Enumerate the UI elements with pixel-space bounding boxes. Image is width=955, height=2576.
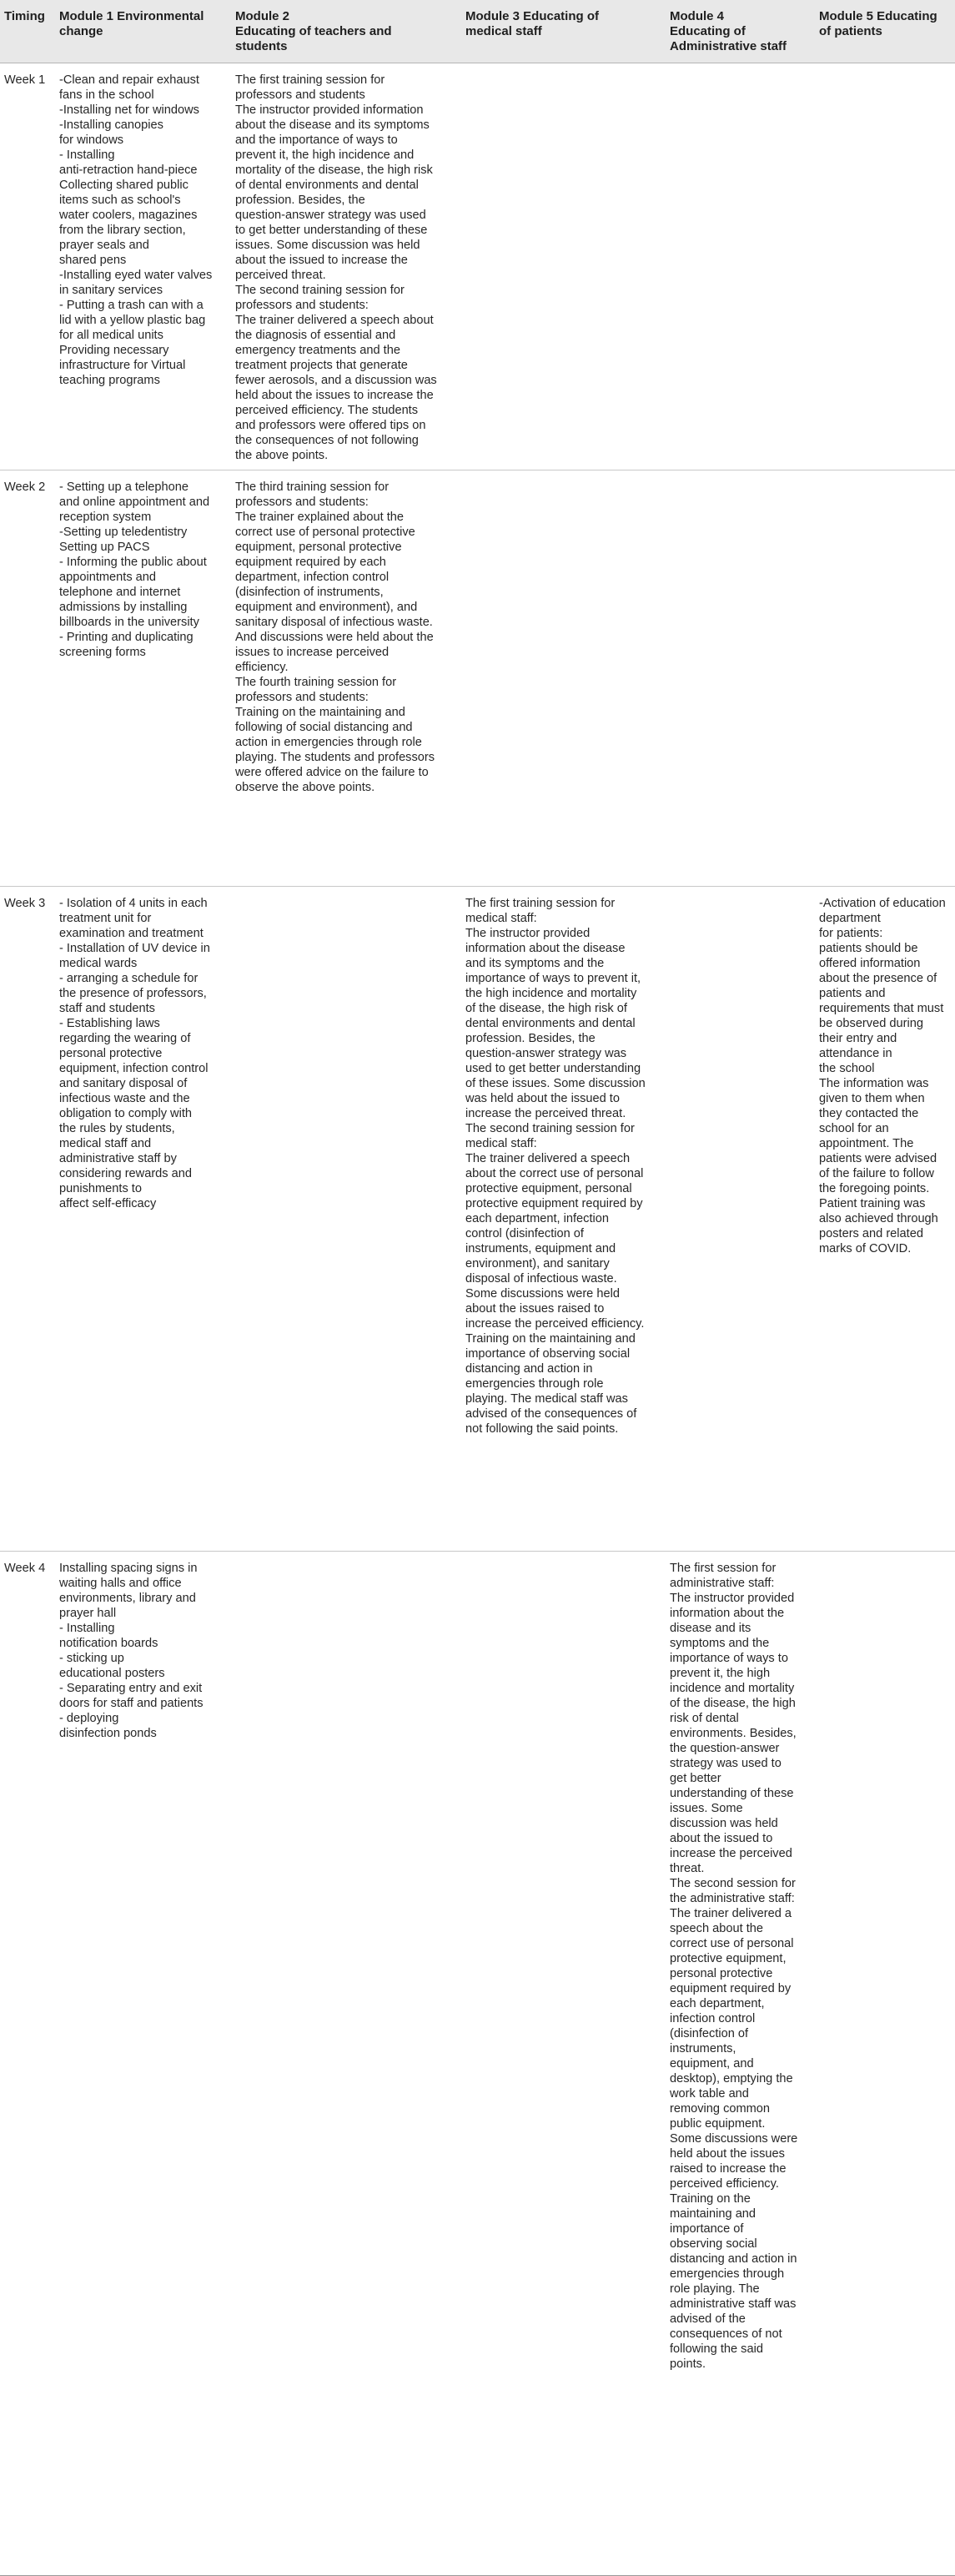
- cell-text-line: the school: [819, 1062, 875, 1075]
- header-module-3: [461, 0, 666, 63]
- cell-text-line: observe the above points.: [235, 781, 375, 794]
- cell-text-line: - deploying: [59, 1712, 119, 1725]
- cell-text-line: personal protective: [670, 1967, 773, 1980]
- cell-text-line: treatment projects that generate: [235, 359, 408, 372]
- cell-text-line: from the library section,: [59, 224, 186, 237]
- cell-text-line: the consequences of not following: [235, 434, 419, 447]
- cell-text-line: patients should be: [819, 942, 918, 955]
- cell-text-line: dental environments and dental: [465, 1017, 636, 1030]
- cell-text-line: of patients: [819, 24, 882, 38]
- table-body: [0, 63, 955, 2576]
- cell-text-line: professors and students: [235, 88, 365, 102]
- cell-text-line: Administrative staff: [670, 39, 787, 53]
- cell-text-line: The first training session for: [465, 897, 616, 910]
- cell-text-line: The first session for: [670, 1562, 777, 1575]
- module-3-cell: [461, 470, 666, 887]
- cell-text-line: regarding the wearing of: [59, 1032, 191, 1045]
- cell-text-line: appointment. The: [819, 1137, 914, 1150]
- cell-text-line: efficiency.: [235, 661, 289, 674]
- cell-text-line: equipment, infection control: [59, 1062, 209, 1075]
- cell-text-line: water coolers, magazines: [59, 209, 198, 222]
- cell-text-line: - Informing the public about: [59, 556, 207, 569]
- cell-text-line: students: [235, 39, 288, 53]
- cell-text-line: emergencies through: [670, 2267, 785, 2281]
- header-module-4: [666, 0, 815, 63]
- cell-text-line: following the said: [670, 2342, 763, 2356]
- cell-text-line: the diagnosis of essential and: [235, 329, 396, 342]
- cell-text-line: the rules by students,: [59, 1122, 175, 1135]
- cell-text-line: advised of the consequences of: [465, 1407, 637, 1421]
- timing-cell: Week 3: [0, 887, 55, 1552]
- cell-text-line: - Printing and duplicating: [59, 631, 194, 644]
- cell-text-line: information about the disease: [465, 942, 626, 955]
- cell-text-line: school for an: [819, 1122, 889, 1135]
- cell-text-line: Module 2: [235, 9, 290, 23]
- cell-text-line: held about the issues to increase the: [235, 389, 434, 402]
- cell-text-line: equipment and environment), and: [235, 601, 418, 614]
- cell-text-line: Providing necessary: [59, 344, 169, 357]
- cell-text-line: of the disease, the high risk of: [465, 1002, 627, 1015]
- cell-text-line: - Setting up a telephone: [59, 480, 188, 494]
- cell-text-line: The trainer delivered a: [670, 1907, 792, 1920]
- cell-text-line: medical staff:: [465, 1137, 537, 1150]
- cell-text-line: Module 1 Environmental: [59, 9, 204, 23]
- cell-text-line: to get better understanding of these: [235, 224, 428, 237]
- cell-text-line: And discussions were held about the: [235, 631, 434, 644]
- cell-text-line: protective equipment, personal: [465, 1182, 632, 1195]
- cell-text-line: public equipment.: [670, 2117, 766, 2131]
- cell-text-line: - Separating entry and exit: [59, 1682, 203, 1695]
- cell-text-line: The second training session for: [235, 284, 405, 297]
- cell-text-line: prayer seals and: [59, 239, 149, 252]
- cell-text-line: playing. The students and professors: [235, 751, 435, 764]
- cell-text-line: about the issues raised to: [465, 1302, 605, 1316]
- cell-text-line: importance of: [670, 2222, 744, 2236]
- cell-text-line: the administrative staff:: [670, 1892, 795, 1905]
- cell-text-line: question-answer strategy was: [465, 1047, 627, 1060]
- cell-text-line: environments. Besides,: [670, 1727, 797, 1740]
- cell-text-line: perceived efficiency. The students: [235, 404, 419, 417]
- cell-text-line: each department,: [670, 1997, 765, 2010]
- table-row-week-1: [0, 63, 955, 470]
- cell-text-line: incidence and mortality: [670, 1682, 795, 1695]
- module-3-cell: [461, 887, 666, 1552]
- cell-text-line: attendance in: [819, 1047, 892, 1060]
- cell-text-line: -Installing canopies: [59, 118, 163, 132]
- cell-text-line: personal protective: [59, 1047, 163, 1060]
- cell-text-line: the high incidence and mortality: [465, 987, 637, 1000]
- cell-text-line: professors and students:: [235, 299, 369, 312]
- cell-text-line: following of social distancing and: [235, 721, 413, 734]
- cell-text-line: patients were advised: [819, 1152, 937, 1165]
- cell-text-line: Timing: [4, 9, 45, 23]
- cell-text-line: - arranging a schedule for: [59, 972, 199, 985]
- cell-text-line: - Installing: [59, 148, 115, 162]
- timing-cell: Week 2: [0, 470, 55, 887]
- cell-text-line: telephone and internet: [59, 586, 181, 599]
- cell-text-line: environments, library and: [59, 1592, 196, 1605]
- cell-text-line: equipment, personal protective: [235, 541, 402, 554]
- cell-text-line: consequences of not: [670, 2327, 782, 2341]
- cell-text-line: The second training session for: [465, 1122, 635, 1135]
- cell-text-line: speech about the: [670, 1922, 763, 1935]
- cell-text-line: of dental environments and dental: [235, 179, 419, 192]
- cell-text-line: - Establishing laws: [59, 1017, 160, 1030]
- cell-text-line: profession. Besides, the: [235, 194, 365, 207]
- cell-text-line: importance of ways to prevent it,: [465, 972, 641, 985]
- cell-text-line: Some discussions were held: [465, 1287, 620, 1301]
- cell-text-line: action in emergencies through role: [235, 736, 422, 749]
- cell-text-line: Patient training was: [819, 1197, 926, 1210]
- cell-text-line: Training on the maintaining and: [235, 706, 405, 719]
- cell-text-line: question-answer strategy was used: [235, 209, 426, 222]
- cell-text-line: waiting halls and office: [59, 1577, 182, 1590]
- cell-text-line: The fourth training session for: [235, 676, 397, 689]
- module-5-cell: [815, 470, 955, 887]
- cell-text-line: for windows: [59, 133, 124, 147]
- module-1-cell: [55, 470, 231, 887]
- cell-text-line: and the importance of ways to: [235, 133, 398, 147]
- header-module-1: [55, 0, 231, 63]
- cell-text-line: Collecting shared public: [59, 179, 188, 192]
- cell-text-line: appointments and: [59, 571, 157, 584]
- cell-text-line: control (disinfection of: [465, 1227, 584, 1240]
- cell-text-line: disinfection ponds: [59, 1727, 157, 1740]
- module-3-cell: [461, 63, 666, 470]
- cell-text-line: infection control: [670, 2012, 756, 2025]
- cell-text-line: the question-answer: [670, 1742, 780, 1755]
- cell-text-line: points.: [670, 2357, 706, 2371]
- cell-text-line: posters and related: [819, 1227, 923, 1240]
- cell-text-line: The instructor provided: [465, 927, 591, 940]
- cell-text-line: - Installation of UV device in: [59, 942, 210, 955]
- cell-text-line: The first training session for: [235, 73, 385, 87]
- cell-text-line: fewer aerosols, and a discussion was: [235, 374, 437, 387]
- cell-text-line: strategy was used to: [670, 1757, 782, 1770]
- cell-text-line: protective equipment,: [670, 1952, 787, 1965]
- cell-text-line: importance of observing social: [465, 1347, 631, 1361]
- cell-text-line: understanding of these: [670, 1787, 794, 1800]
- cell-text-line: medical staff and: [59, 1137, 152, 1150]
- cell-text-line: professors and students:: [235, 496, 369, 509]
- cell-text-line: the above points.: [235, 449, 329, 462]
- cell-text-line: about the correct use of personal: [465, 1167, 644, 1180]
- timing-cell: Week 1: [0, 63, 55, 470]
- cell-text-line: disposal of infectious waste.: [465, 1272, 617, 1285]
- module-2-cell: [231, 1552, 461, 2576]
- cell-text-line: screening forms: [59, 646, 146, 659]
- module-4-cell: [666, 470, 815, 887]
- cell-text-line: threat.: [670, 1862, 705, 1875]
- cell-text-line: notification boards: [59, 1637, 158, 1650]
- cell-text-line: perceived threat.: [235, 269, 326, 282]
- cell-text-line: marks of COVID.: [819, 1242, 912, 1255]
- cell-text-line: -Activation of education: [819, 897, 946, 910]
- cell-text-line: Installing spacing signs in: [59, 1562, 198, 1575]
- cell-text-line: obligation to comply with: [59, 1107, 192, 1120]
- cell-text-line: they contacted the: [819, 1107, 919, 1120]
- cell-text-line: correct use of personal protective: [235, 526, 415, 539]
- cell-text-line: correct use of personal: [670, 1937, 794, 1950]
- module-4-cell: [666, 63, 815, 470]
- cell-text-line: prevent it, the high: [670, 1667, 771, 1680]
- cell-text-line: The instructor provided information: [235, 103, 424, 117]
- cell-text-line: were offered advice on the failure to: [235, 766, 429, 779]
- cell-text-line: treatment unit for: [59, 912, 152, 925]
- cell-text-line: -Clean and repair exhaust: [59, 73, 199, 87]
- cell-text-line: Module 4: [670, 9, 725, 23]
- cell-text-line: The trainer explained about the: [235, 511, 405, 524]
- cell-text-line: Training on the: [670, 2192, 751, 2206]
- module-3-cell: [461, 1552, 666, 2576]
- cell-text-line: equipment, and: [670, 2057, 754, 2070]
- cell-text-line: used to get better understanding: [465, 1062, 641, 1075]
- cell-text-line: work table and: [670, 2087, 749, 2101]
- cell-text-line: importance of ways to: [670, 1652, 788, 1665]
- module-2-cell: [231, 887, 461, 1552]
- cell-text-line: about the issued to increase the: [235, 254, 408, 267]
- cell-text-line: held about the issues: [670, 2147, 785, 2161]
- cell-text-line: advised of the: [670, 2312, 746, 2326]
- cell-text-line: mortality of the disease, the high risk: [235, 164, 433, 177]
- module-5-cell: [815, 887, 955, 1552]
- cell-text-line: playing. The medical staff was: [465, 1392, 628, 1406]
- cell-text-line: - Installing: [59, 1622, 115, 1635]
- cell-text-line: disease and its: [670, 1622, 751, 1635]
- cell-text-line: the presence of professors,: [59, 987, 207, 1000]
- module-2-cell: [231, 470, 461, 887]
- cell-text-line: The trainer delivered a speech about: [235, 314, 434, 327]
- cell-text-line: -Installing eyed water valves: [59, 269, 213, 282]
- cell-text-line: The third training session for: [235, 480, 390, 494]
- cell-text-line: risk of dental: [670, 1712, 739, 1725]
- cell-text-line: increase the perceived threat.: [465, 1107, 626, 1120]
- header-module-2: [231, 0, 461, 63]
- cell-text-line: Educating of: [670, 24, 746, 38]
- cell-text-line: in sanitary services: [59, 284, 163, 297]
- cell-text-line: Setting up PACS: [59, 541, 150, 554]
- cell-text-line: for patients:: [819, 927, 883, 940]
- cell-text-line: lid with a yellow plastic bag: [59, 314, 206, 327]
- module-2-cell: [231, 63, 461, 470]
- cell-text-line: issues. Some discussion was held: [235, 239, 420, 252]
- cell-text-line: symptoms and the: [670, 1637, 770, 1650]
- header-row: [0, 0, 955, 63]
- cell-text-line: shared pens: [59, 254, 127, 267]
- cell-text-line: medical staff: [465, 24, 542, 38]
- cell-text-line: Module 5 Educating: [819, 9, 937, 23]
- table-header: [0, 0, 955, 63]
- cell-text-line: be observed during: [819, 1017, 923, 1030]
- cell-text-line: increase the perceived: [670, 1847, 792, 1860]
- cell-text-line: instruments, equipment and: [465, 1242, 616, 1255]
- cell-text-line: change: [59, 24, 103, 38]
- cell-text-line: issues. Some: [670, 1802, 743, 1815]
- cell-text-line: punishments to: [59, 1182, 142, 1195]
- cell-text-line: protective equipment required by: [465, 1197, 643, 1210]
- cell-text-line: educational posters: [59, 1667, 165, 1680]
- cell-text-line: professors and students:: [235, 691, 369, 704]
- cell-text-line: of the failure to follow: [819, 1167, 934, 1180]
- cell-text-line: and online appointment and: [59, 496, 210, 509]
- cell-text-line: medical staff:: [465, 912, 537, 925]
- cell-text-line: perceived efficiency.: [670, 2177, 779, 2191]
- cell-text-line: emergency treatments and the: [235, 344, 400, 357]
- cell-text-line: emergencies through role: [465, 1377, 604, 1391]
- timing-cell: Week 4: [0, 1552, 55, 2576]
- cell-text-line: doors for staff and patients: [59, 1697, 204, 1710]
- cell-text-line: infectious waste and the: [59, 1092, 190, 1105]
- cell-text-line: removing common: [670, 2102, 771, 2116]
- cell-text-line: infrastructure for Virtual: [59, 359, 186, 372]
- cell-text-line: anti-retraction hand-piece: [59, 164, 198, 177]
- cell-text-line: admissions by installing: [59, 601, 188, 614]
- cell-text-line: and sanitary disposal of: [59, 1077, 188, 1090]
- cell-text-line: role playing. The: [670, 2282, 760, 2296]
- cell-text-line: staff and students: [59, 1002, 155, 1015]
- cell-text-line: and its symptoms and the: [465, 957, 605, 970]
- cell-text-line: offered information: [819, 957, 921, 970]
- module-4-cell: [666, 1552, 815, 2576]
- cell-text-line: observing social: [670, 2237, 757, 2251]
- cell-text-line: not following the said points.: [465, 1422, 619, 1436]
- module-4-cell: [666, 887, 815, 1552]
- cell-text-line: (disinfection of: [670, 2027, 749, 2040]
- cell-text-line: medical wards: [59, 957, 138, 970]
- cell-text-line: administrative staff:: [670, 1577, 775, 1590]
- cell-text-line: administrative staff was: [670, 2297, 797, 2311]
- cell-text-line: equipment required by each: [235, 556, 386, 569]
- cell-text-line: of the disease, the high: [670, 1697, 796, 1710]
- module-1-cell: [55, 63, 231, 470]
- cell-text-line: administrative staff by: [59, 1152, 177, 1165]
- cell-text-line: - Putting a trash can with a: [59, 299, 204, 312]
- cell-text-line: affect self-efficacy: [59, 1197, 157, 1210]
- cell-text-line: maintaining and: [670, 2207, 756, 2221]
- cell-text-line: teaching programs: [59, 374, 160, 387]
- cell-text-line: and professors were offered tips on: [235, 419, 426, 432]
- module-5-cell: [815, 63, 955, 470]
- cell-text-line: examination and treatment: [59, 927, 204, 940]
- cell-text-line: patients and: [819, 987, 886, 1000]
- cell-text-line: department: [819, 912, 881, 925]
- cell-text-line: - Isolation of 4 units in each: [59, 897, 208, 910]
- cell-text-line: distancing and action in: [465, 1362, 593, 1376]
- cell-text-line: given to them when: [819, 1092, 925, 1105]
- cell-text-line: The second session for: [670, 1877, 796, 1890]
- cell-text-line: about the presence of: [819, 972, 937, 985]
- cell-text-line: discussion was held: [670, 1817, 778, 1830]
- cell-text-line: Training on the maintaining and: [465, 1332, 636, 1346]
- module-1-cell: [55, 887, 231, 1552]
- cell-text-line: department, infection control: [235, 571, 390, 584]
- cell-text-line: The information was: [819, 1077, 929, 1090]
- cell-text-line: increase the perceived efficiency.: [465, 1317, 645, 1331]
- table-row-week-3: [0, 887, 955, 1552]
- cell-text-line: - sticking up: [59, 1652, 124, 1665]
- cell-text-line: considering rewards and: [59, 1167, 192, 1180]
- cell-text-line: about the issued to: [670, 1832, 773, 1845]
- cell-text-line: each department, infection: [465, 1212, 609, 1225]
- cell-text-line: also achieved through: [819, 1212, 938, 1225]
- module-5-cell: [815, 1552, 955, 2576]
- cell-text-line: was held about the issued to: [465, 1092, 620, 1105]
- cell-text-line: profession. Besides, the: [465, 1032, 596, 1045]
- cell-text-line: for all medical units: [59, 329, 163, 342]
- cell-text-line: reception system: [59, 511, 152, 524]
- cell-text-line: equipment required by: [670, 1982, 792, 1995]
- cell-text-line: of these issues. Some discussion: [465, 1077, 646, 1090]
- cell-text-line: sanitary disposal of infectious waste.: [235, 616, 433, 629]
- cell-text-line: raised to increase the: [670, 2162, 787, 2176]
- cell-text-line: prevent it, the high incidence and: [235, 148, 415, 162]
- cell-text-line: requirements that must: [819, 1002, 944, 1015]
- cell-text-line: issues to increase perceived: [235, 646, 390, 659]
- cell-text-line: Some discussions were: [670, 2132, 798, 2146]
- cell-text-line: distancing and action in: [670, 2252, 797, 2266]
- cell-text-line: The instructor provided: [670, 1592, 795, 1605]
- table-row-week-4: [0, 1552, 955, 2576]
- cell-text-line: get better: [670, 1772, 721, 1785]
- cell-text-line: billboards in the university: [59, 616, 199, 629]
- cell-text-line: their entry and: [819, 1032, 897, 1045]
- cell-text-line: the foregoing points.: [819, 1182, 930, 1195]
- cell-text-line: desktop), emptying the: [670, 2072, 793, 2085]
- header-timing: [0, 0, 55, 63]
- cell-text-line: (disinfection of instruments,: [235, 586, 384, 599]
- cell-text-line: -Setting up teledentistry: [59, 526, 188, 539]
- cell-text-line: fans in the school: [59, 88, 154, 102]
- cell-text-line: environment), and sanitary: [465, 1257, 610, 1270]
- header-module-5: [815, 0, 955, 63]
- cell-text-line: instruments,: [670, 2042, 736, 2055]
- cell-text-line: Module 3 Educating of: [465, 9, 599, 23]
- table-row-week-2: [0, 470, 955, 887]
- cell-text-line: about the disease and its symptoms: [235, 118, 430, 132]
- cell-text-line: items such as school's: [59, 194, 181, 207]
- cell-text-line: information about the: [670, 1607, 785, 1620]
- cell-text-line: The trainer delivered a speech: [465, 1152, 631, 1165]
- cell-text-line: -Installing net for windows: [59, 103, 199, 117]
- cell-text-line: Educating of teachers and: [235, 24, 392, 38]
- cell-text-line: prayer hall: [59, 1607, 117, 1620]
- module-1-cell: [55, 1552, 231, 2576]
